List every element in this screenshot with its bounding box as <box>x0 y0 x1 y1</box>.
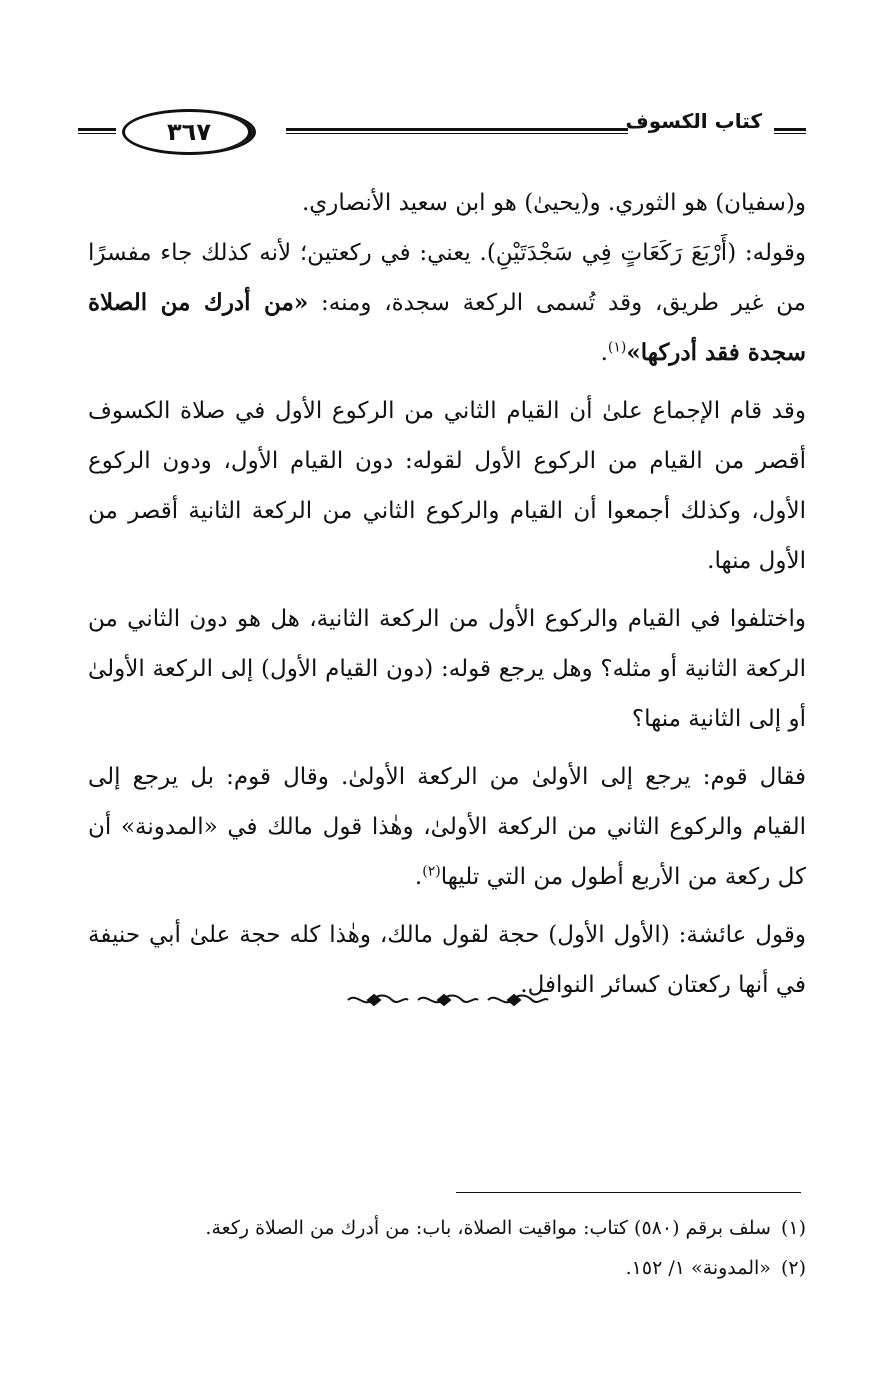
paragraph-5 <box>88 752 806 902</box>
hadith-quote: «من أدرك من الصلاة سجدة فقد أدركها» <box>88 289 806 366</box>
footnote-separator <box>456 1192 801 1193</box>
running-header <box>78 95 806 165</box>
footnotes <box>88 1208 806 1288</box>
footnote-ref-1[interactable]: (١) <box>607 339 627 356</box>
footnote-ref-2[interactable]: (٢) <box>422 863 441 880</box>
header-rule-left <box>78 128 116 134</box>
floral-divider-icon <box>340 985 560 1015</box>
paragraph-3: وقد قام الإجماع علىٰ أن القيام الثاني من الركوع الأول في صلاة الكسوف أقصر من القيام من الركوع الأول لقوله: دون القيام الأول، ودون الركوع الأول، وكذلك أجمعوا أن القيام والركوع الثاني من الركعة الثانية أقصر من الأول منها. <box>88 398 806 574</box>
paragraph-5-text: فقال قوم: يرجع إلى الأولىٰ من الركعة الأولىٰ. وقال قوم: بل يرجع إلى القيام والركوع الثاني من الركعة الأولىٰ، وهٰذا قول مالك في «المدونة» أن كل ركعة من الأربع أطول من التي تليها <box>88 764 806 890</box>
book-title: كتاب الكسوف <box>625 109 762 133</box>
paragraph-4: واختلفوا في القيام والركوع الأول من الركعة الثانية، هل هو دون الثاني من الركعة الثانية أو مثله؟ وهل يرجع قوله: (دون القيام الأول) إلى الركعة الأولىٰ أو إلى الثانية منها؟ <box>88 606 806 732</box>
footnote-1-text: سلف برقم (٥٨٠) كتاب: مواقيت الصلاة، باب: من أدرك من الصلاة ركعة. <box>205 1217 771 1239</box>
paragraph-1: و(سفيان) هو الثوري. و(يحيىٰ) هو ابن سعيد الأنصاري. <box>301 190 806 216</box>
paragraph-5-end: . <box>414 864 423 890</box>
footnote-2-text: «المدونة» ١/ ١٥٢. <box>625 1257 771 1279</box>
header-rule-right <box>774 128 806 134</box>
paragraph-2-end: . <box>600 340 608 366</box>
footnote-2 <box>88 1248 806 1288</box>
paragraph-2 <box>88 228 806 378</box>
main-text <box>88 178 806 1010</box>
paragraph-2-text: وقوله: (أَرْبَعَ رَكَعَاتٍ فِي سَجْدَتَيْنِ). يعني: في ركعتين؛ لأنه كذلك جاء مفسرًا من غير طريق، وقد تُسمى الركعة سجدة، ومنه: <box>88 240 806 316</box>
header-rule-middle <box>286 128 628 134</box>
paragraph-6: وقول عائشة: (الأول الأول) حجة لقول مالك، وهٰذا كله حجة علىٰ أبي حنيفة في أنها ركعتان كسائر النوافل. <box>88 922 806 998</box>
footnote-1 <box>88 1208 806 1248</box>
page-number-frame <box>122 109 256 155</box>
footnote-2-number: (٢) <box>780 1257 806 1279</box>
footnote-1-number: (١) <box>780 1217 806 1239</box>
page-number: ٣٦٧ <box>167 118 211 146</box>
